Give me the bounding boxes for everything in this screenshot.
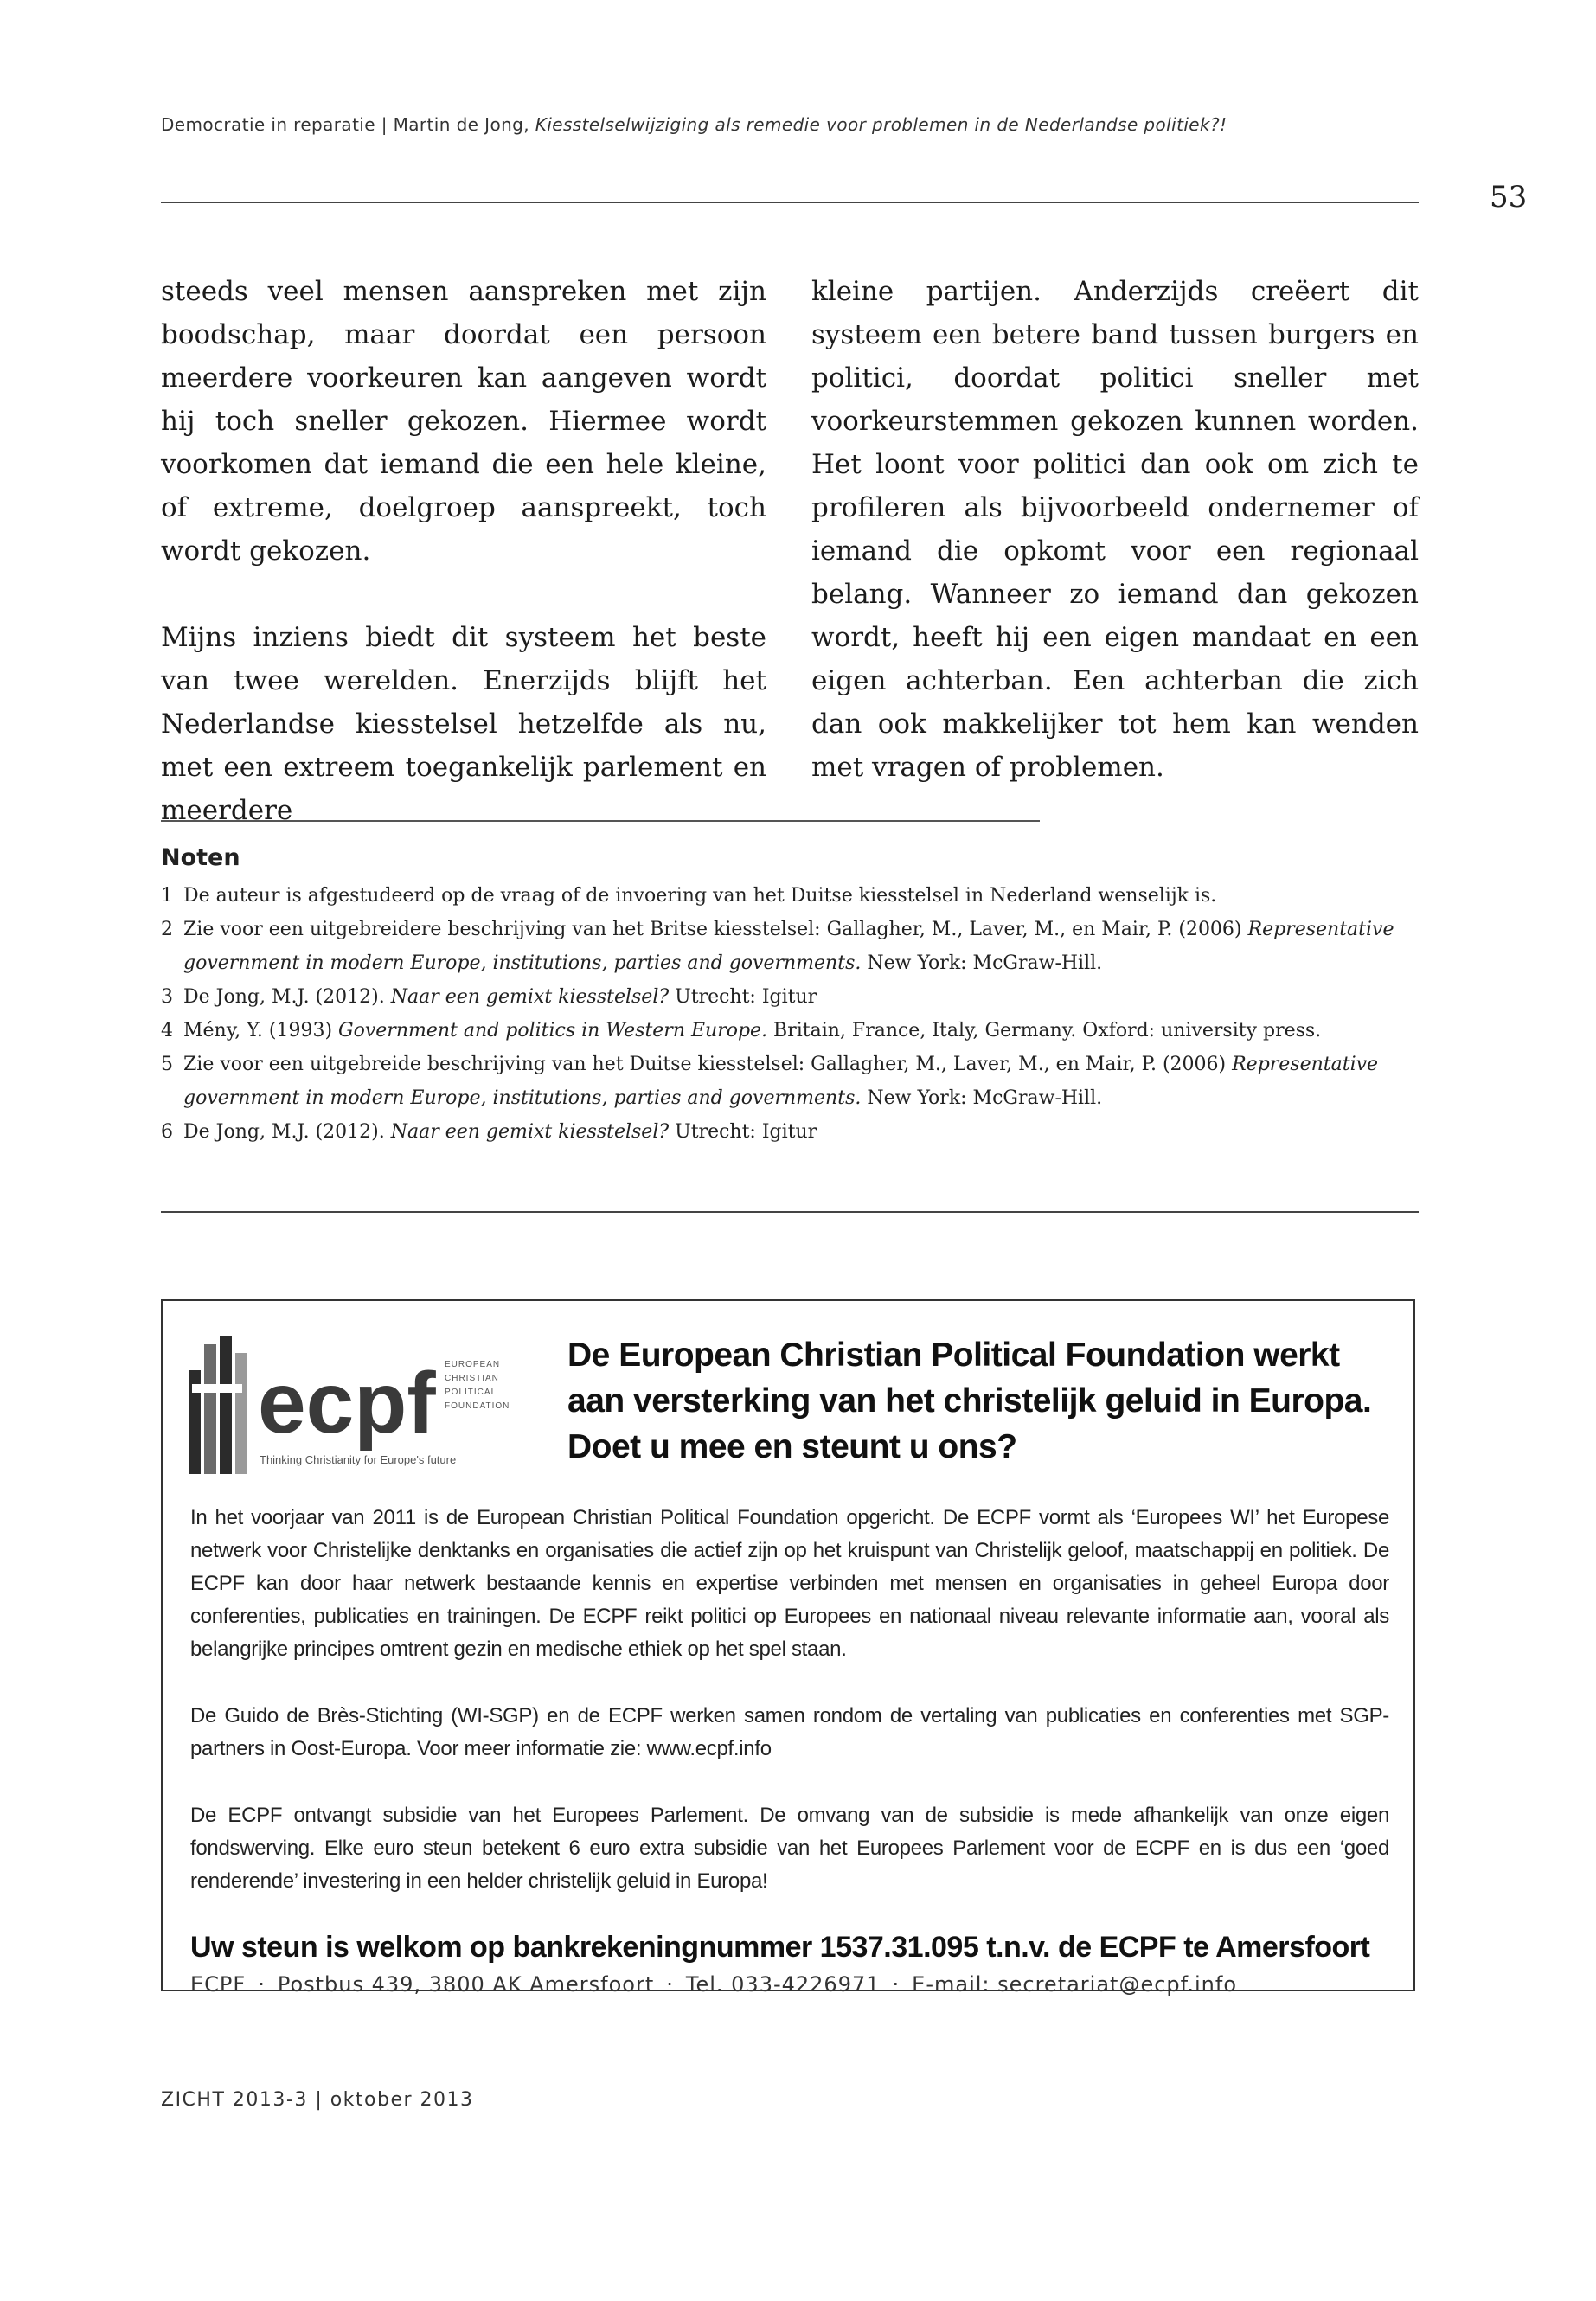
note-item [161,980,1424,1014]
logo-small-text-box [445,1358,522,1427]
header-article-title: Kiesstelselwijziging als remedie voor problemen in de Nederlandse politiek?! [535,114,1227,135]
note-title: Government and politics in Western Europe. [338,1020,768,1042]
logo-bar [220,1336,232,1474]
notes-list [161,879,1424,1149]
notes-rule [161,820,1040,822]
note-number: 2 [161,919,173,940]
body-paragraph: steeds veel mensen aanspreken met zijn boodschap, maar doordat een persoon meerdere voorkeuren kan aangeven wordt hij toch sneller gekozen. Hiermee wordt voorkomen dat iemand die een hele kleine, of extreme, doelgroep aanspreekt, toch wordt gekozen. [161,276,766,567]
note-number: 4 [161,1020,173,1042]
logo-bar [235,1353,247,1474]
note-item [161,1115,1424,1149]
header-prefix: Democratie in reparatie | Martin de Jong, [161,114,535,135]
notes-title: Noten [161,844,240,871]
note-item [161,913,1424,980]
body-column-right [811,270,1419,789]
note-text: De Jong, M.J. (2012). [183,1121,391,1143]
ad-paragraph: De Guido de Brès-Stichting (WI-SGP) en de ECPF werken samen rondom de vertaling van publicaties en conferenties met SGP-partners in Oost-Europa. Voor meer informatie zie: www.ecpf.info [190,1704,1389,1760]
contact-line [190,1972,1393,1997]
note-title: Naar een gemixt kiesstelsel? [390,1121,670,1143]
note-number: 3 [161,986,173,1008]
note-text: De Jong, M.J. (2012). [183,986,391,1008]
note-text: De auteur is afgestudeerd op de vraag of de invoering van het Duitse kiesstelsel in Nederland wenselijk is. [183,885,1217,907]
note-item [161,1014,1424,1048]
section-rule [161,1211,1419,1213]
header-rule [161,202,1419,203]
note-text: Zie voor een uitgebreidere beschrijving van het Britse kiesstelsel: Gallagher, M., Laver, M., en Mair, P. (2006) [183,919,1248,940]
body-paragraph: Mijns inziens biedt dit systeem het beste van twee werelden. Enerzijds blijft het Nederlandse kiesstelsel hetzelfde als nu, met een extreem toegankelijk parlement en meerdere [161,622,766,826]
note-item [161,879,1424,913]
note-number: 1 [161,885,173,907]
contact-email: E-mail: secretariat@ecpf.info [912,1972,1237,1997]
ecpf-advertisement [161,1299,1415,1997]
contact-phone: Tel. 033-4226971 [685,1972,881,1997]
logo-small-text: EUROPEAN CHRISTIAN POLITICAL FOUNDATION [445,1360,510,1411]
note-text: Mény, Y. (1993) [183,1020,339,1042]
ecpf-logo [189,1336,526,1474]
page-footer: ZICHT 2013-3 | oktober 2013 [161,2089,474,2111]
running-header [161,114,1424,135]
note-after: Utrecht: Igitur [669,986,817,1008]
ad-paragraph: In het voorjaar van 2011 is de European Christian Political Foundation opgericht. De ECPF vormt als ‘Europees WI’ het Europese netwerk voor Christelijke denktanks en organisaties die actief zijn op het kruispunt van Christelijk geloof, maatschappij en politiek. De ECPF kan door haar netwerk bestaande kennis en expertise verbinden met mensen en organisaties in geheel Europa door conferenties, publicaties en trainingen. De ECPF reikt politici op Europees en nationaal niveau relevante informatie aan, vooral als belangrijke principes omtrent gezin en medische ethiek op het spel staan. [190,1506,1389,1661]
note-number: 6 [161,1121,173,1143]
note-title: Representative government in modern Europe, institutions, parties and governments. [183,1054,1379,1109]
logo-cross [192,1384,242,1393]
note-item [161,1048,1424,1115]
body-paragraph: kleine partijen. Anderzijds creëert dit systeem een betere band tussen burgers en politici, doordat politici sneller met voorkeurstemmen gekozen kunnen worden. Het loont voor politici dan ook om zich te profileren als bijvoorbeeld ondernemer of iemand die opkomt voor een regionaal belang. Wanneer zo iemand dan gekozen wordt, heeft hij een eigen mandaat en een eigen achterban. Een achterban die zich dan ook makkelijker tot hem kan wenden met vragen of problemen. [811,276,1419,783]
logo-tagline: Thinking Christianity for Europe's future [260,1453,457,1466]
note-after: New York: McGraw-Hill. [861,952,1103,974]
logo-wordmark: ecpf [258,1355,436,1452]
note-title: Representative government in modern Europe, institutions, parties and governments. [183,919,1394,974]
note-text: Zie voor een uitgebreide beschrijving van het Duitse kiesstelsel: Gallagher, M., Laver, M., en Mair, P. (2006) [183,1054,1233,1075]
contact-address: Postbus 439, 3800 AK Amersfoort [277,1972,655,1997]
contact-separator: · [258,1972,266,1997]
contact-separator: · [892,1972,901,1997]
contact-separator: · [666,1972,674,1997]
ad-headline: De European Christian Political Foundation werkt aan versterking van het christelijk geluid in Europa. Doet u mee en steunt u ons? [567,1336,1372,1465]
body-column-left [161,270,766,832]
note-after: Utrecht: Igitur [669,1121,817,1143]
logo-bar [204,1344,216,1474]
contact-name: ECPF [190,1972,247,1997]
note-after: Britain, France, Italy, Germany. Oxford: university press. [767,1020,1322,1042]
note-number: 5 [161,1054,173,1075]
page-number: 53 [1490,180,1528,215]
note-title: Naar een gemixt kiesstelsel? [390,986,670,1008]
note-after: New York: McGraw-Hill. [861,1087,1103,1109]
bank-account-cta: Uw steun is welkom op bankrekeningnummer 1537.31.095 t.n.v. de ECPF te Amersfoort [190,1931,1370,1964]
ad-body [190,1502,1389,1932]
ad-paragraph: De ECPF ontvangt subsidie van het Europees Parlement. De omvang van de subsidie is mede afhankelijk van onze eigen fondswerving. Elke euro steun betekent 6 euro extra subsidie van het Europees Parlement voor de ECPF en is dus een ‘goed renderende’ investering in een helder christelijk geluid in Europa! [190,1804,1389,1893]
